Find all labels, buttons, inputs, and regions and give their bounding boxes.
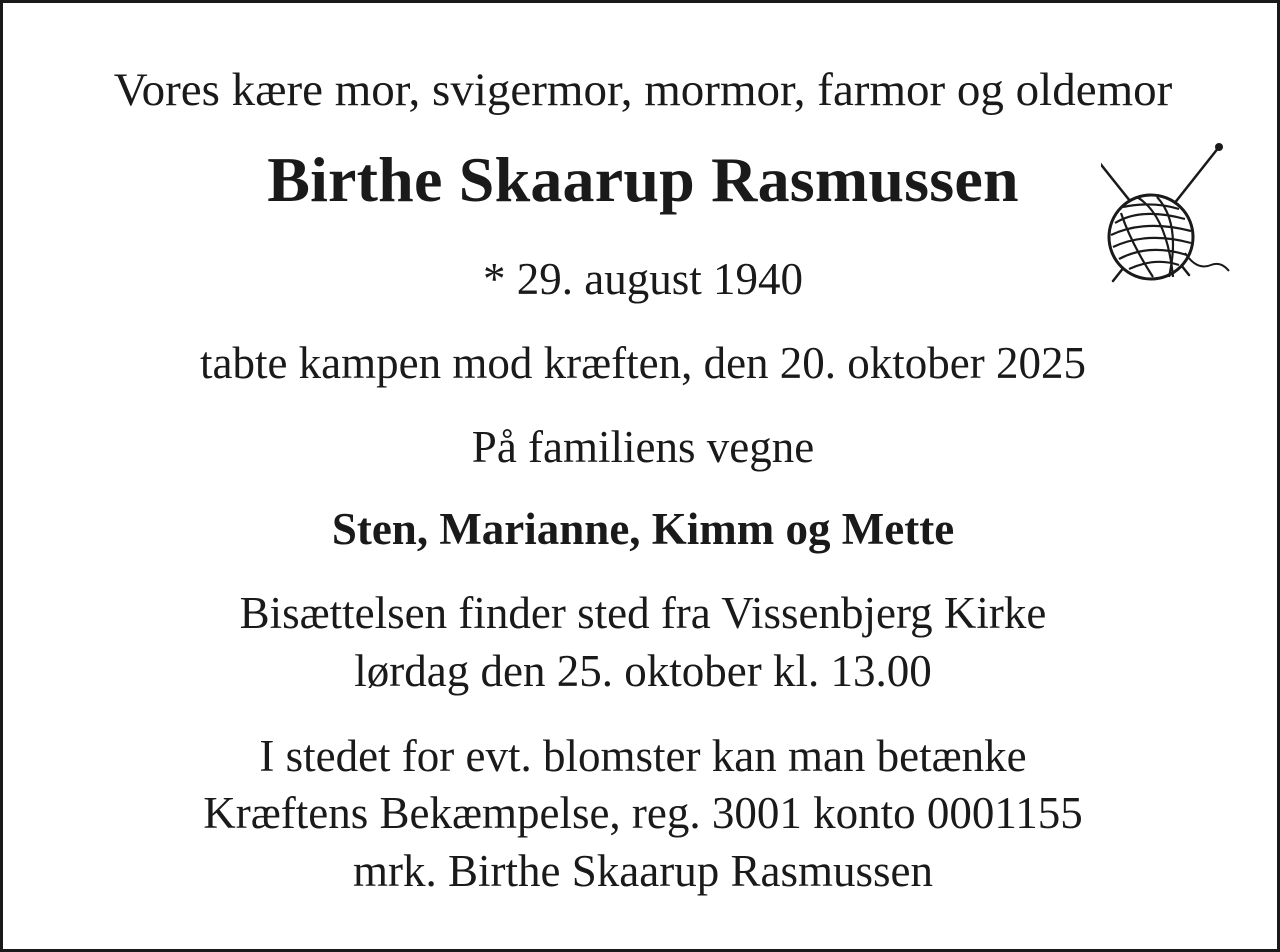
donation-line-1: I stedet for evt. blomster kan man betænke bbox=[259, 731, 1027, 781]
birth-date: * 29. august 1940 bbox=[483, 254, 803, 304]
family-names: Sten, Marianne, Kimm og Mette bbox=[331, 504, 955, 554]
deceased-name: Birthe Skaarup Rasmussen bbox=[267, 144, 1019, 215]
on-behalf-line: På familiens vegne bbox=[471, 422, 815, 472]
donation-line-2: Kræftens Bekæmpelse, reg. 3001 konto 0001155 bbox=[203, 788, 1083, 838]
funeral-location: Bisættelsen finder sted fra Vissenbjerg Kirke bbox=[239, 588, 1047, 638]
death-line: tabte kampen mod kræften, den 20. oktober 2025 bbox=[199, 338, 1087, 388]
intro-line: Vores kære mor, svigermor, mormor, farmor og oldemor bbox=[113, 64, 1173, 116]
donation-line-3: mrk. Birthe Skaarup Rasmussen bbox=[353, 846, 933, 896]
funeral-time: lørdag den 25. oktober kl. 13.00 bbox=[354, 646, 932, 696]
